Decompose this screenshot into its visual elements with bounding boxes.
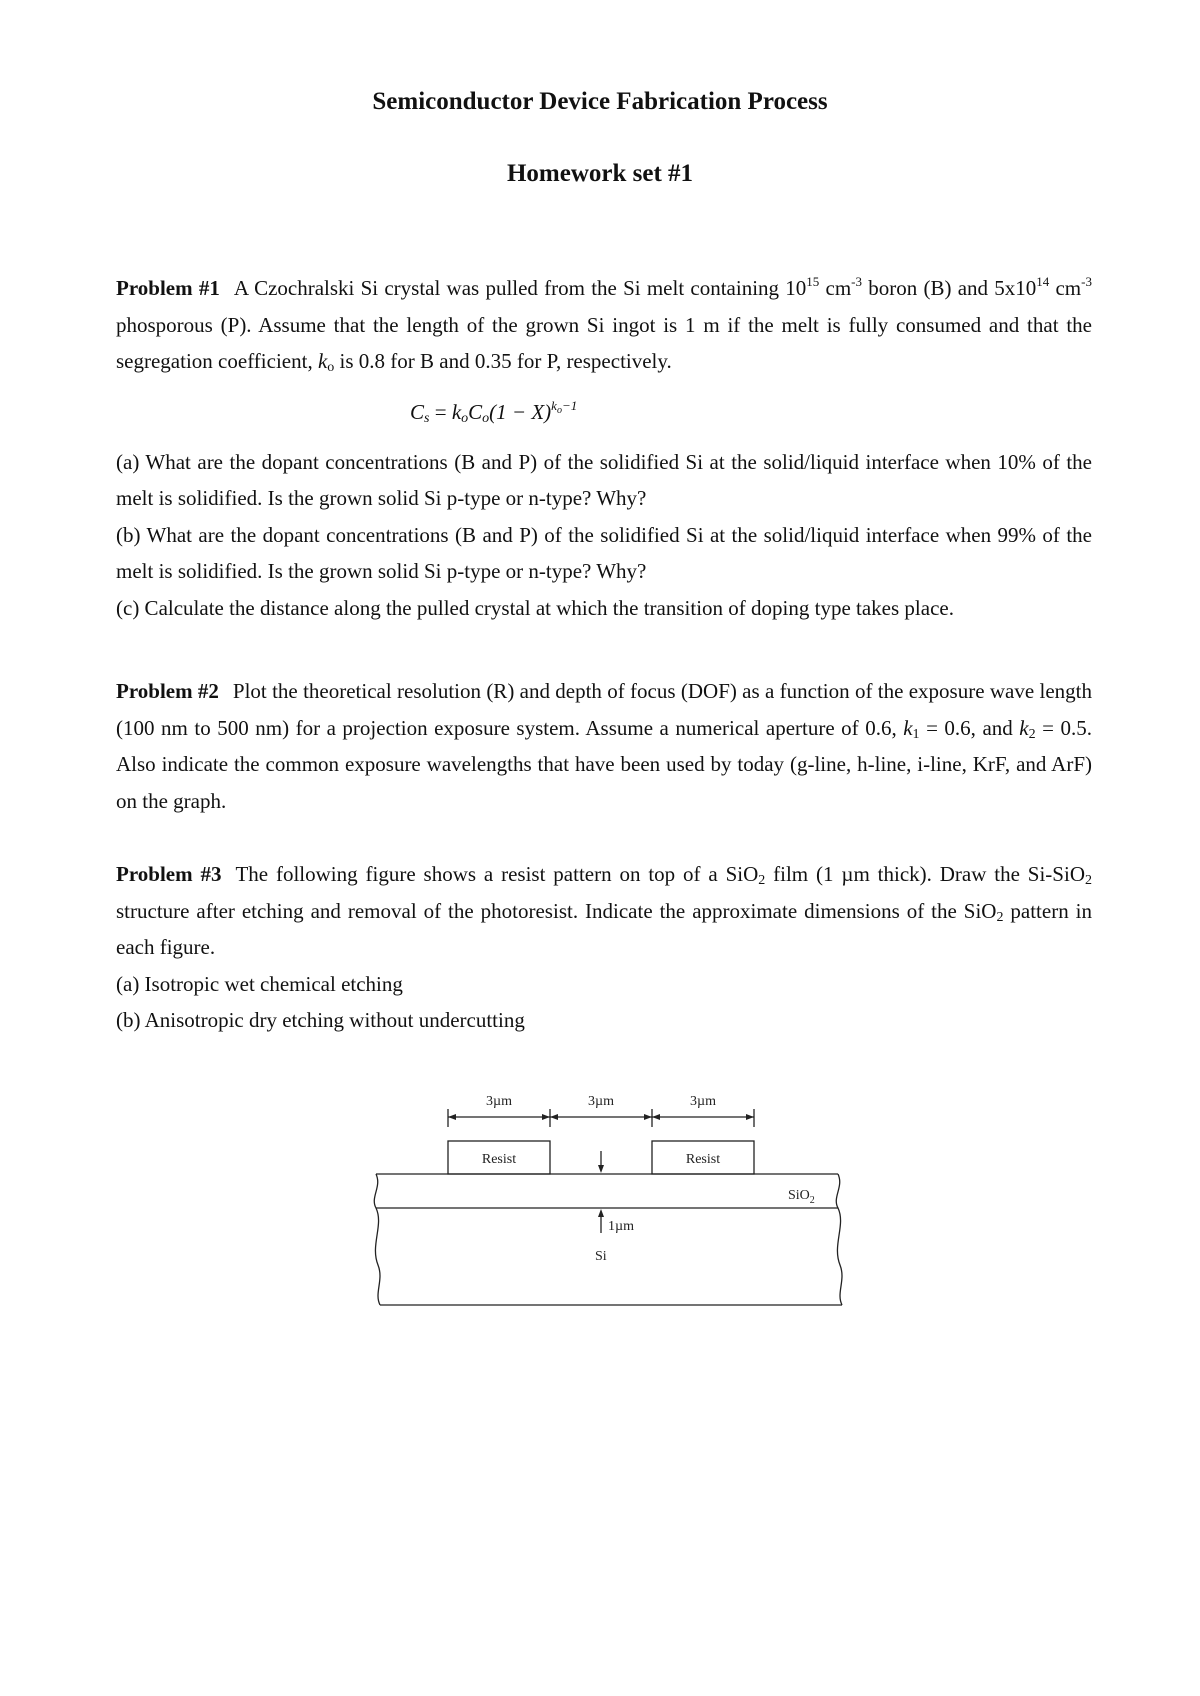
arrowhead (598, 1209, 604, 1217)
arrowhead (746, 1114, 754, 1120)
k1-symbol: k (903, 715, 913, 740)
subscript: o (556, 404, 562, 416)
eq-operator: = (429, 399, 452, 424)
problem-1-text: phosporous (P). Assume that the length of the grown Si ingot is 1 m if the melt is fully consumed and that the segregation coefficient, (116, 312, 1092, 373)
subscript: 2 (1028, 726, 1036, 742)
exponent: 15 (806, 274, 820, 289)
problem-1-text: A Czochralski Si crystal was pulled from the Si melt containing 10 (233, 276, 807, 300)
exponent: -3 (851, 274, 863, 289)
problem-3-label: Problem #3 (116, 862, 222, 886)
eq-term: C (468, 399, 483, 424)
problem-2-statement (116, 673, 1092, 819)
problem-1-text: cm (1049, 276, 1082, 300)
problem-2-text: = 0.5. Also indicate the common exposure wavelengths that have been used by today (g-line, h-line, i-line, KrF, and ArF) on the graph. (116, 715, 1093, 813)
problem-1 (116, 270, 1092, 626)
problem-3-part-a: (a) Isotropic wet chemical etching (116, 971, 403, 996)
dimension-label-3: 3µm (690, 1094, 716, 1109)
eq-term: k (551, 397, 557, 413)
subscript: 2 (758, 873, 766, 888)
arrowhead (542, 1114, 550, 1120)
arrowhead (652, 1114, 660, 1120)
document-title: Semiconductor Device Fabrication Process (372, 88, 828, 115)
eq-term: (1 − X) (489, 399, 552, 424)
arrowhead (550, 1114, 558, 1120)
resist-pattern-figure (368, 1075, 848, 1315)
substrate-label: Si (595, 1249, 607, 1264)
problem-3-text: structure after etching and removal of the photoresist. Indicate the approximate dimensions of the SiO (116, 898, 997, 923)
oxide-label (788, 1188, 815, 1206)
problem-3-text: pattern in each figure. (116, 898, 1092, 959)
arrowhead (644, 1114, 652, 1120)
problem-1-text: cm (819, 276, 852, 300)
problem-3 (116, 856, 1092, 1039)
k-symbol: k (317, 349, 328, 373)
oxide-label-subscript: 2 (809, 1195, 815, 1206)
problem-1-statement (116, 270, 1092, 380)
subscript: 1 (912, 726, 920, 742)
right-break-edge (836, 1174, 842, 1305)
problem-3-part-b: (b) Anisotropic dry etching without undercutting (116, 1008, 525, 1032)
homework-set-title: Homework set #1 (506, 160, 694, 187)
eq-term: −1 (561, 397, 578, 413)
resist-label-left: Resist (481, 1152, 517, 1167)
eq-term: k (451, 399, 462, 424)
problem-2-text: = 0.6, and (919, 715, 1020, 740)
problem-2-label: Problem #2 (116, 679, 219, 703)
problem-3-text: The following figure shows a resist pattern on top of a SiO (235, 862, 759, 886)
thickness-label: 1µm (608, 1219, 634, 1234)
problem-3-text: film (1 µm thick). Draw the Si-SiO (765, 862, 1085, 886)
subscript: 2 (1084, 873, 1092, 888)
subscript: o (461, 410, 469, 426)
problem-2-text: Plot the theoretical resolution (R) and depth of focus (DOF) as a function of the exposure wave length (100 nm to 500 nm) for a projection exposure system. Assume a numerical aperture of 0.6, (116, 679, 1092, 740)
subscript: o (327, 360, 335, 375)
problem-1-text: boron (B) and 5x10 (862, 276, 1037, 300)
problem-2 (116, 673, 1092, 819)
arrowhead (448, 1114, 456, 1120)
dimension-label-2: 3µm (588, 1094, 614, 1109)
dimension-label-1: 3µm (486, 1094, 512, 1109)
subscript: s (424, 410, 430, 426)
eq-term: C (410, 399, 425, 424)
problem-1-part-b: (b) What are the dopant concentrations (B and P) of the solidified Si at the solid/liquid interface when 99% of the melt is solidified. Is the grown solid Si p-type or n-type? Why? (116, 522, 1092, 583)
problem-1-text: is 0.8 for B and 0.35 for P, respectively. (334, 349, 672, 373)
subscript: 2 (996, 909, 1004, 925)
arrowhead (598, 1165, 604, 1173)
subscript: o (482, 410, 490, 426)
problem-3-statement (116, 856, 1092, 966)
k2-symbol: k (1019, 715, 1029, 740)
problem-1-part-c: (c) Calculate the distance along the pulled crystal at which the transition of doping type takes place. (116, 595, 954, 620)
oxide-label-text: SiO (788, 1188, 810, 1203)
exponent: 14 (1036, 274, 1050, 289)
problem-1-part-a: (a) What are the dopant concentrations (B and P) of the solidified Si at the solid/liquid interface when 10% of the melt is solidified. Is the grown solid Si p-type or n-type? Why? (116, 449, 1092, 510)
eq-exponent (551, 397, 578, 416)
exponent: -3 (1081, 274, 1092, 289)
problem-1-label: Problem #1 (116, 276, 220, 300)
left-break-edge (374, 1174, 380, 1305)
resist-label-right: Resist (685, 1152, 721, 1167)
scheil-equation (116, 380, 1092, 444)
